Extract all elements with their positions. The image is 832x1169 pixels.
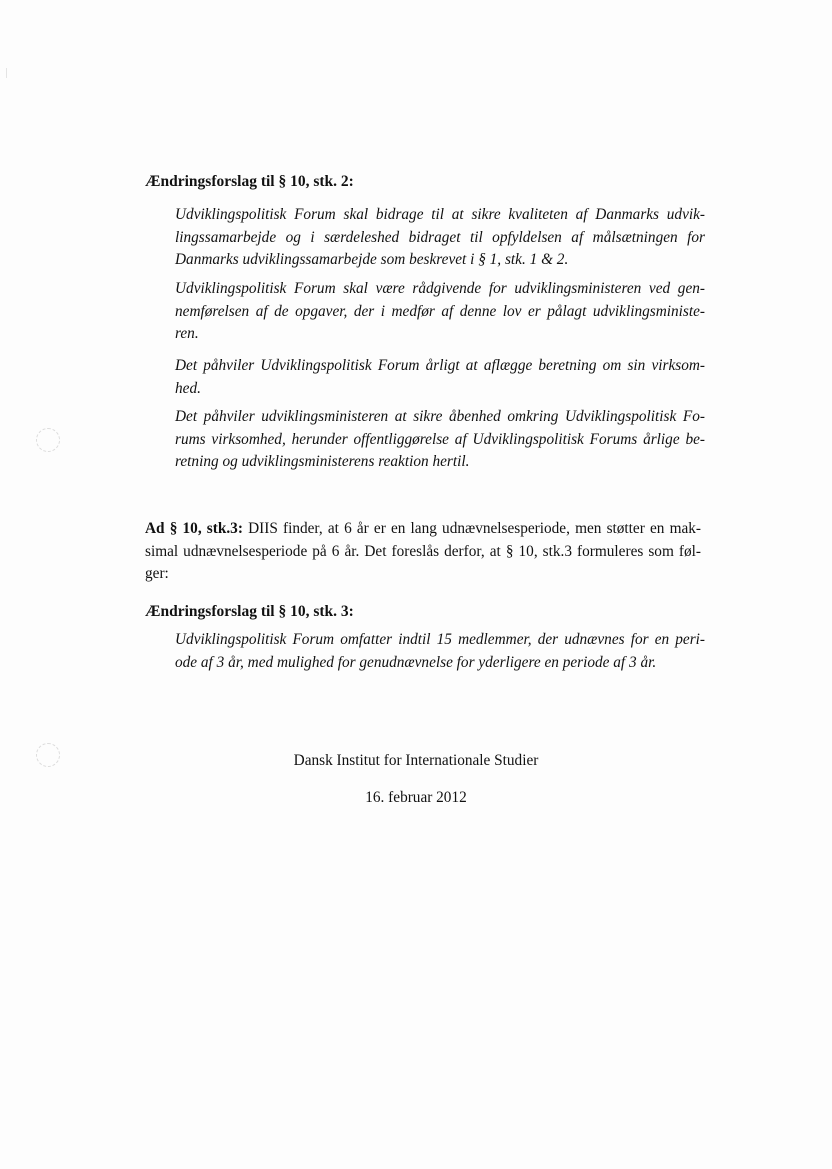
text-line: Udviklingspolitisk Forum skal være rådgivende for udviklingsministeren ved gen- [175,280,705,297]
ad-paragraph [145,518,701,586]
text-line: rums virksomhed, herunder offentliggørelse af Udviklingspolitisk Forums årlige be- [175,430,705,448]
text-line: Det påhviler Udviklingspolitisk Forum årligt at aflægge beretning om sin virksom- [175,357,705,374]
text-line: hed. [175,379,201,397]
proposal-paragraph [175,278,705,346]
text-line: ren. [175,325,199,342]
document-date: 16. februar 2012 [365,789,467,806]
section-heading-stk3: Ændringsforslag til § 10, stk. 3: [145,603,354,620]
text-line: lingssamarbejde og i særdeleshed bidraget til opfyldelsen af målsætningen for [175,228,705,246]
text-line: Udviklingspolitisk Forum omfatter indtil 15 medlemmer, der udnævnes for en peri- [175,631,705,648]
text-line: Danmarks udviklingssamarbejde som beskrevet i § 1, stk. 1 & 2. [175,251,569,268]
ad-paragraph-text: DIIS finder, at 6 år er en lang udnævnelsesperiode, men støtter en mak- [242,520,701,537]
proposal-paragraph [175,629,705,674]
section-heading-stk2: Ændringsforslag til § 10, stk. 2: [145,173,354,190]
proposal-paragraph [175,406,705,474]
proposal-paragraph [175,204,705,272]
text-line: simal udnævnelsesperiode på 6 år. Det foreslås derfor, at § 10, stk.3 formuleres som føl- [145,542,701,560]
text-line: Det påhviler udviklingsministeren at sikre åbenhed omkring Udviklingspolitisk Fo- [175,408,705,425]
text-line [145,518,701,541]
scan-edge-mark [6,68,7,78]
text-line: nemførelsen af de opgaver, der i medfør af denne lov er pålagt udviklingsministe- [175,302,705,320]
text-line: ode af 3 år, med mulighed for genudnævnelse for yderligere en periode af 3 år. [175,653,657,671]
text-line: retning og udviklingsministerens reaktion hertil. [175,453,470,470]
institution-name: Dansk Institut for Internationale Studier [293,752,539,769]
proposal-paragraph [175,355,705,400]
text-line: Udviklingspolitisk Forum skal bidrage til at sikre kvaliteten af Danmarks udvik- [175,206,705,223]
punch-hole-mark [36,428,60,452]
text-line: ger: [145,565,169,582]
ad-paragraph-lead: Ad § 10, stk.3: [145,520,243,537]
